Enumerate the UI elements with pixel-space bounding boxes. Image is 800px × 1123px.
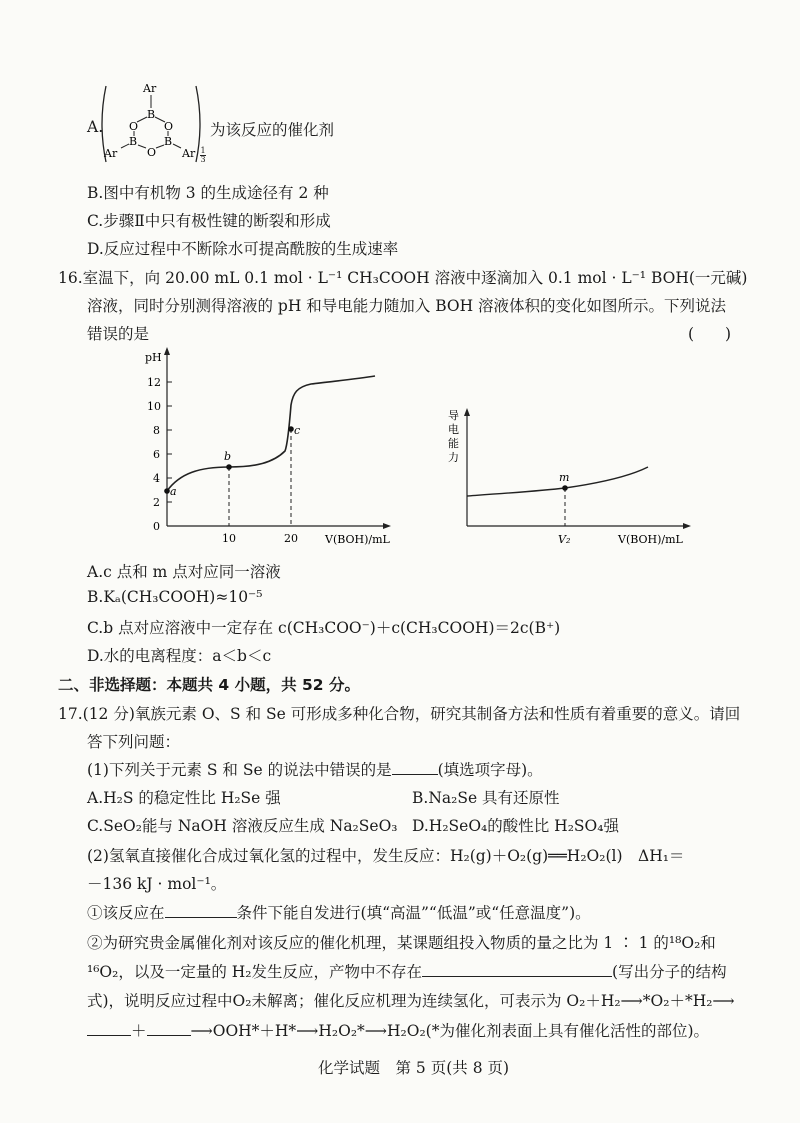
q17-sub2-line1: ②为研究贵金属催化剂对该反应的催化机理，某课题组投入物质的量之比为 1 ∶ 1 的¹⁸O₂和 bbox=[87, 934, 716, 952]
q17-intro-line1: 17.(12 分)氧族元素 O、S 和 Se 可形成多种化合物，研究其制备方法和性质有着重要的意义。请回 bbox=[58, 705, 741, 723]
ph-y-tick-label: 6 bbox=[153, 448, 160, 461]
ph-curve bbox=[167, 376, 375, 491]
mol-ar-top: Ar bbox=[143, 82, 157, 95]
q16-stem-line1: 16.室温下，向 20.00 mL 0.1 mol · L⁻¹ CH₃COOH 溶液中逐滴加入 0.1 mol · L⁻¹ BOH(一元碱) bbox=[58, 269, 748, 287]
q17-option-c: C.SeO₂能与 NaOH 溶液反应生成 Na₂SeO₃ bbox=[87, 817, 398, 835]
ph-y-ticks bbox=[147, 376, 172, 533]
ph-y-tick-label: 8 bbox=[153, 424, 160, 437]
ph-y-tick-label: 12 bbox=[147, 376, 161, 389]
q17-part2-line2: －136 kJ · mol⁻¹。 bbox=[87, 875, 227, 893]
q17-option-a: A.H₂S 的稳定性比 H₂Se 强 bbox=[87, 789, 281, 807]
q17-sub2-structure-blank[interactable] bbox=[422, 962, 612, 977]
mol-b-right: B bbox=[164, 135, 173, 148]
ph-label-a: a bbox=[170, 485, 177, 498]
q17-sub2-blank-2[interactable] bbox=[147, 1021, 191, 1036]
ph-ylabel: pH bbox=[145, 351, 162, 364]
cond-label-m: m bbox=[559, 471, 570, 484]
q17-sub2-line3: 式)，说明反应过程中O₂未解离；催化反应机理为连续氢化，可表示为 O₂＋H₂⟶*O₂＋*H₂⟶ bbox=[87, 992, 735, 1010]
q15-option-d: D.反应过程中不断除水可提高酰胺的生成速率 bbox=[87, 240, 399, 258]
q15-option-a-text: 为该反应的催化剂 bbox=[210, 121, 335, 139]
q16-answer-paren: ( ) bbox=[688, 325, 732, 343]
q17-part2-line1: (2)氢氧直接催化合成过氧化氢的过程中，发生反应：H₂(g)＋O₂(g)══H₂O₂(l) ΔH₁＝ bbox=[87, 847, 685, 865]
ph-x-ticks bbox=[222, 532, 298, 545]
q16-stem-line2: 溶液，同时分别测得溶液的 pH 和导电能力随加入 BOH 溶液体积的变化如图所示。下列说法 bbox=[87, 297, 727, 315]
mol-o-bottom: O bbox=[147, 146, 157, 159]
cond-ylabel-2: 电 bbox=[448, 423, 459, 436]
mol-subscript-fraction: 1 3 bbox=[200, 146, 206, 164]
q16-option-b: B.Kₐ(CH₃COOH)≈10⁻⁵ bbox=[87, 588, 263, 606]
cond-ylabel-4: 力 bbox=[448, 451, 459, 464]
cond-ylabel-1: 导 bbox=[448, 409, 459, 422]
ph-point-a bbox=[164, 488, 170, 494]
page-footer: 化学试题 第 5 页(共 8 页) bbox=[318, 1059, 510, 1077]
mol-ar-left: Ar bbox=[104, 147, 118, 160]
q17-part1: (1)下列关于元素 S 和 Se 的说法中错误的是 (填选项字母)。 bbox=[87, 761, 543, 779]
mol-o-right: O bbox=[164, 120, 174, 133]
ph-y-tick-label: 4 bbox=[153, 472, 160, 485]
q16-option-d: D.水的电离程度：a＜b＜c bbox=[87, 647, 272, 665]
q17-sub1: ①该反应在 条件下能自发进行(填“高温”“低温”或“任意温度”)。 bbox=[87, 904, 591, 922]
ph-xlabel: V(BOH)/mL bbox=[325, 533, 390, 546]
ph-y-tick-label: 0 bbox=[153, 520, 160, 533]
cond-point-m bbox=[562, 485, 568, 491]
ph-y-tick-label: 10 bbox=[147, 400, 161, 413]
ph-point-b bbox=[226, 464, 232, 470]
mol-o-left: O bbox=[129, 120, 139, 133]
q17-sub1-blank[interactable] bbox=[165, 903, 237, 918]
ph-x-tick-label: 10 bbox=[222, 532, 236, 545]
q16-stem-line3: 错误的是 bbox=[87, 325, 150, 343]
ph-y-tick-label: 2 bbox=[153, 496, 160, 509]
ph-label-c: c bbox=[294, 424, 301, 437]
q16-option-c: C.b 点对应溶液中一定存在 c(CH₃COO⁻)＋c(CH₃COOH)＝2c(B⁺) bbox=[87, 619, 561, 637]
cond-ylabel-3: 能 bbox=[448, 437, 459, 450]
q17-option-d: D.H₂SeO₄的酸性比 H₂SO₄强 bbox=[412, 817, 619, 835]
mol-ar-right: Ar bbox=[182, 147, 196, 160]
mol-b-top: B bbox=[147, 108, 156, 121]
ph-label-b: b bbox=[224, 450, 232, 463]
cond-xlabel: V(BOH)/mL bbox=[618, 533, 683, 546]
q16-option-a: A.c 点和 m 点对应同一溶液 bbox=[87, 563, 281, 581]
conductivity-chart bbox=[440, 405, 700, 550]
cond-x-tick: V₂ bbox=[558, 533, 571, 546]
q17-intro-line2: 答下列问题： bbox=[87, 733, 181, 751]
q15-option-b: B.图中有机物 3 的生成途径有 2 种 bbox=[87, 184, 329, 202]
boroxine-molecule bbox=[96, 78, 208, 170]
ph-titration-chart bbox=[135, 345, 395, 550]
section-2-heading: 二、非选择题：本题共 4 小题，共 52 分。 bbox=[58, 676, 360, 694]
q15-option-c: C.步骤Ⅱ中只有极性键的断裂和形成 bbox=[87, 212, 331, 230]
q17-sub2-line4: ＋ ⟶OOH*＋H*⟶H₂O₂*⟶H₂O₂(*为催化剂表面上具有催化活性的部位)。 bbox=[87, 1019, 709, 1041]
mol-b-left: B bbox=[129, 135, 138, 148]
q17-sub2-line2: ¹⁶O₂，以及一定量的 H₂发生反应，产物中不存在 (写出分子的结构 bbox=[87, 963, 727, 981]
cond-curve bbox=[467, 467, 648, 496]
q17-part1-blank[interactable] bbox=[392, 760, 438, 775]
q17-option-b: B.Na₂Se 具有还原性 bbox=[412, 789, 560, 807]
ph-x-tick-label: 20 bbox=[284, 532, 298, 545]
q17-sub2-blank-1[interactable] bbox=[87, 1021, 131, 1036]
ph-point-c bbox=[288, 426, 294, 432]
q15-option-a-letter: A. bbox=[87, 118, 104, 136]
